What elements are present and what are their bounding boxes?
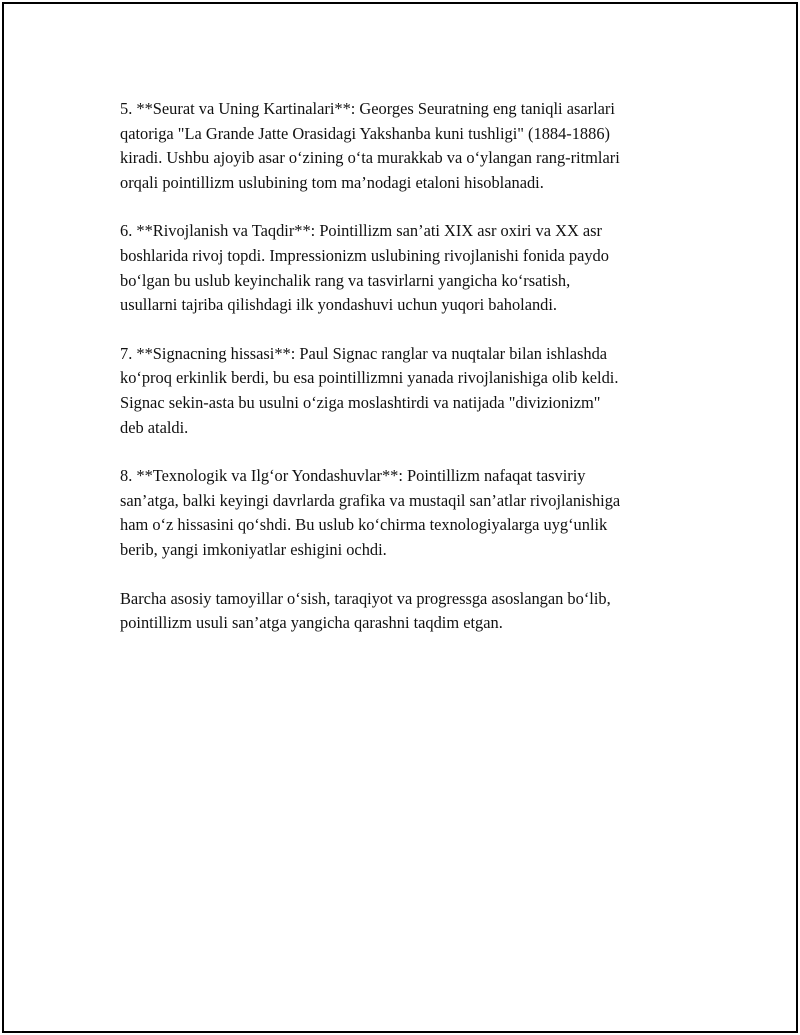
paragraph-signac: 7. **Signacning hissasi**: Paul Signac ranglar va nuqtalar bilan ishlashda ko‘proq erkinlik berdi, bu esa pointillizmni yanada rivojlanishiga olib keldi. Signac sekin-asta bu usulni o‘ziga moslashtirdi va natijada "divizionizm" deb ataldi. [120, 343, 619, 437]
paragraph-seurat: 5. **Seurat va Uning Kartinalari**: Georges Seuratning eng taniqli asarlari qatoriga "La Grande Jatte Orasidagi Yakshanba kuni tushligi" (1884-1886) kiradi. Ushbu ajoyib asar o‘zining o‘ta murakkab va o‘ylangan rang-ritmlari orqali pointillizm uslubining tom ma’nodagi etaloni hisoblanadi. [120, 99, 620, 192]
paragraph-rivojlanish: 6. **Rivojlanish va Taqdir**: Pointillizm san’ati XIX asr oxiri va XX asr boshlarida rivoj topdi. Impressionizm uslubining rivojlanishi fonida paydo bo‘lgan bu uslub keyinchalik rang va tasvirlarni yangicha ko‘rsatish, usullarni tajriba qilishdagi ilk yondashuvi uchun yuqori baholandi. [120, 221, 609, 315]
paragraph-conclusion: Barcha asosiy tamoyillar o‘sish, taraqiyot va progressga asoslangan bo‘lib, pointillizm usuli san’atga yangicha qarashni taqdim etgan. [120, 588, 611, 633]
document-page [2, 2, 798, 1033]
paragraph-texnologik: 8. **Texnologik va Ilg‘or Yondashuvlar**: Pointillizm nafaqat tasviriy san’atga, balki keyingi davrlarda grafika va mustaqil san’atlar rivojlanishiga ham o‘z hissasini qo‘shdi. Bu uslub ko‘chirma texnologiyalarga uyg‘unlik berib, yangi imkoniyatlar eshigini ochdi. [120, 466, 621, 559]
document-body [120, 97, 700, 660]
